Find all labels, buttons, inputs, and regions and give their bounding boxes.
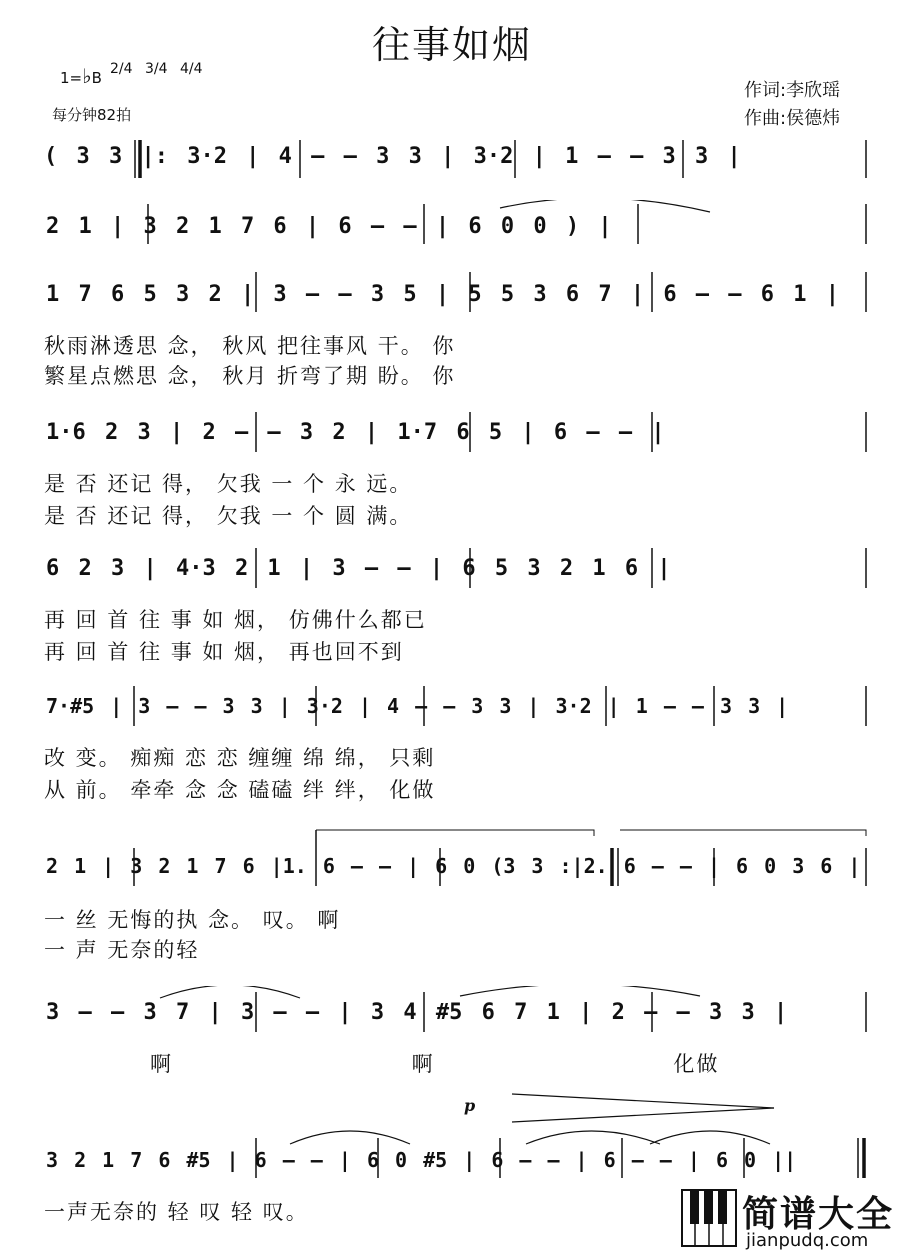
notation-line-5: 6 2 3 | 4·3 2 1 | 3 – – | 6 5 3 2 1 6 | bbox=[46, 556, 671, 581]
notation-line-4: 1·6 2 3 | 2 – – 3 2 | 1·7 6 5 | 6 – – | bbox=[46, 420, 665, 445]
decrescendo-hairpin bbox=[510, 1090, 780, 1124]
notation-line-9: 3 2 1 7 6 #5 | 6 – – | 6 0 #5 | 6 – – | 6 – – | 6 0 || bbox=[46, 1148, 797, 1172]
lyrics-5-verse-2: 再 回 首 往 事 如 烟， 再也回不到 bbox=[44, 640, 404, 664]
notation-line-6: 7·#5 | 3 – – 3 3 | 3·2 | 4 – – 3 3 | 3·2 | 1 – – 3 3 | bbox=[46, 694, 789, 718]
score-system-8 bbox=[0, 986, 904, 1076]
lyrics-4-verse-1: 是 否 还记 得， 欠我 一 个 永 远。 bbox=[44, 472, 413, 496]
lyrics-3-verse-1: 秋雨淋透思 念， 秋风 把往事风 干。 你 bbox=[44, 334, 456, 358]
lyrics-6-verse-1: 改 变。 痴痴 恋 恋 缠缠 绵 绵， 只剩 bbox=[44, 746, 436, 770]
notation-line-3: 1 7 6 5 3 2 | 3 – – 3 5 | 5 5 3 6 7 | 6 – – 6 1 | bbox=[46, 282, 840, 307]
lyrics-7-verse-2: 一 声 无奈的轻 bbox=[44, 938, 200, 962]
score-system-3 bbox=[0, 268, 904, 388]
lyrics-4-verse-2: 是 否 还记 得， 欠我 一 个 圆 满。 bbox=[44, 504, 413, 528]
key-tone: B bbox=[91, 69, 102, 87]
meter-3-4: 3/4 bbox=[144, 61, 168, 77]
composer-credit: 作曲:侯德炜 bbox=[744, 108, 841, 129]
notation-line-8: 3 – – 3 7 | 3 – – | 3 4 #5 6 7 1 | 2 – – 3 3 | bbox=[46, 1000, 788, 1025]
watermark-site: jianpudq.com bbox=[746, 1230, 869, 1251]
score-system-5 bbox=[0, 544, 904, 664]
page-title: 往事如烟 bbox=[371, 23, 532, 67]
notation-line-1: ( 3 3 |: 3·2 | 4 – – 3 3 | 3·2 | 1 – – 3 3 | bbox=[44, 144, 741, 169]
score-system-7 bbox=[0, 826, 904, 966]
score-system-1 bbox=[0, 136, 904, 186]
lyrics-8-verse-1: 啊 啊 化做 bbox=[150, 1052, 720, 1076]
meter-4-4: 4/4 bbox=[179, 61, 203, 77]
score-system-6 bbox=[0, 682, 904, 802]
notation-line-7: 2 1 | 3 2 1 7 6 |1. 6 – – | 6 0 (3 3 :|2. 6 – – | 6 0 3 6 | bbox=[46, 854, 861, 878]
watermark-brand: 简谱大全 bbox=[742, 1194, 895, 1235]
key-prefix: 1= bbox=[60, 69, 83, 87]
dynamic-piano: p bbox=[464, 1096, 476, 1115]
key-signature bbox=[60, 64, 102, 88]
notation-line-2: 2 1 | 3 2 1 7 6 | 6 – – | 6 0 0 ) | bbox=[46, 214, 612, 239]
score-system-2 bbox=[0, 200, 904, 250]
lyrics-5-verse-1: 再 回 首 往 事 如 烟， 仿佛什么都已 bbox=[44, 608, 427, 632]
lyrics-7-verse-1: 一 丝 无悔的执 念。 叹。 啊 bbox=[44, 908, 341, 932]
time-signatures bbox=[110, 62, 203, 76]
lyrics-9-verse-1: 一声无奈的 轻 叹 轻 叹。 bbox=[44, 1200, 309, 1224]
lyricist-credit: 作词:李欣瑶 bbox=[744, 80, 841, 101]
meter-2-4: 2/4 bbox=[110, 61, 133, 77]
lyrics-6-verse-2: 从 前。 牵牵 念 念 磕磕 绊 绊， 化做 bbox=[44, 778, 436, 802]
lyrics-3-verse-2: 繁星点燃思 念， 秋月 折弯了期 盼。 你 bbox=[44, 364, 456, 388]
flat-icon: ♭ bbox=[82, 64, 92, 88]
score-system-4 bbox=[0, 408, 904, 528]
tempo: 每分钟82拍 bbox=[52, 106, 132, 124]
watermark-logo bbox=[678, 1186, 904, 1255]
